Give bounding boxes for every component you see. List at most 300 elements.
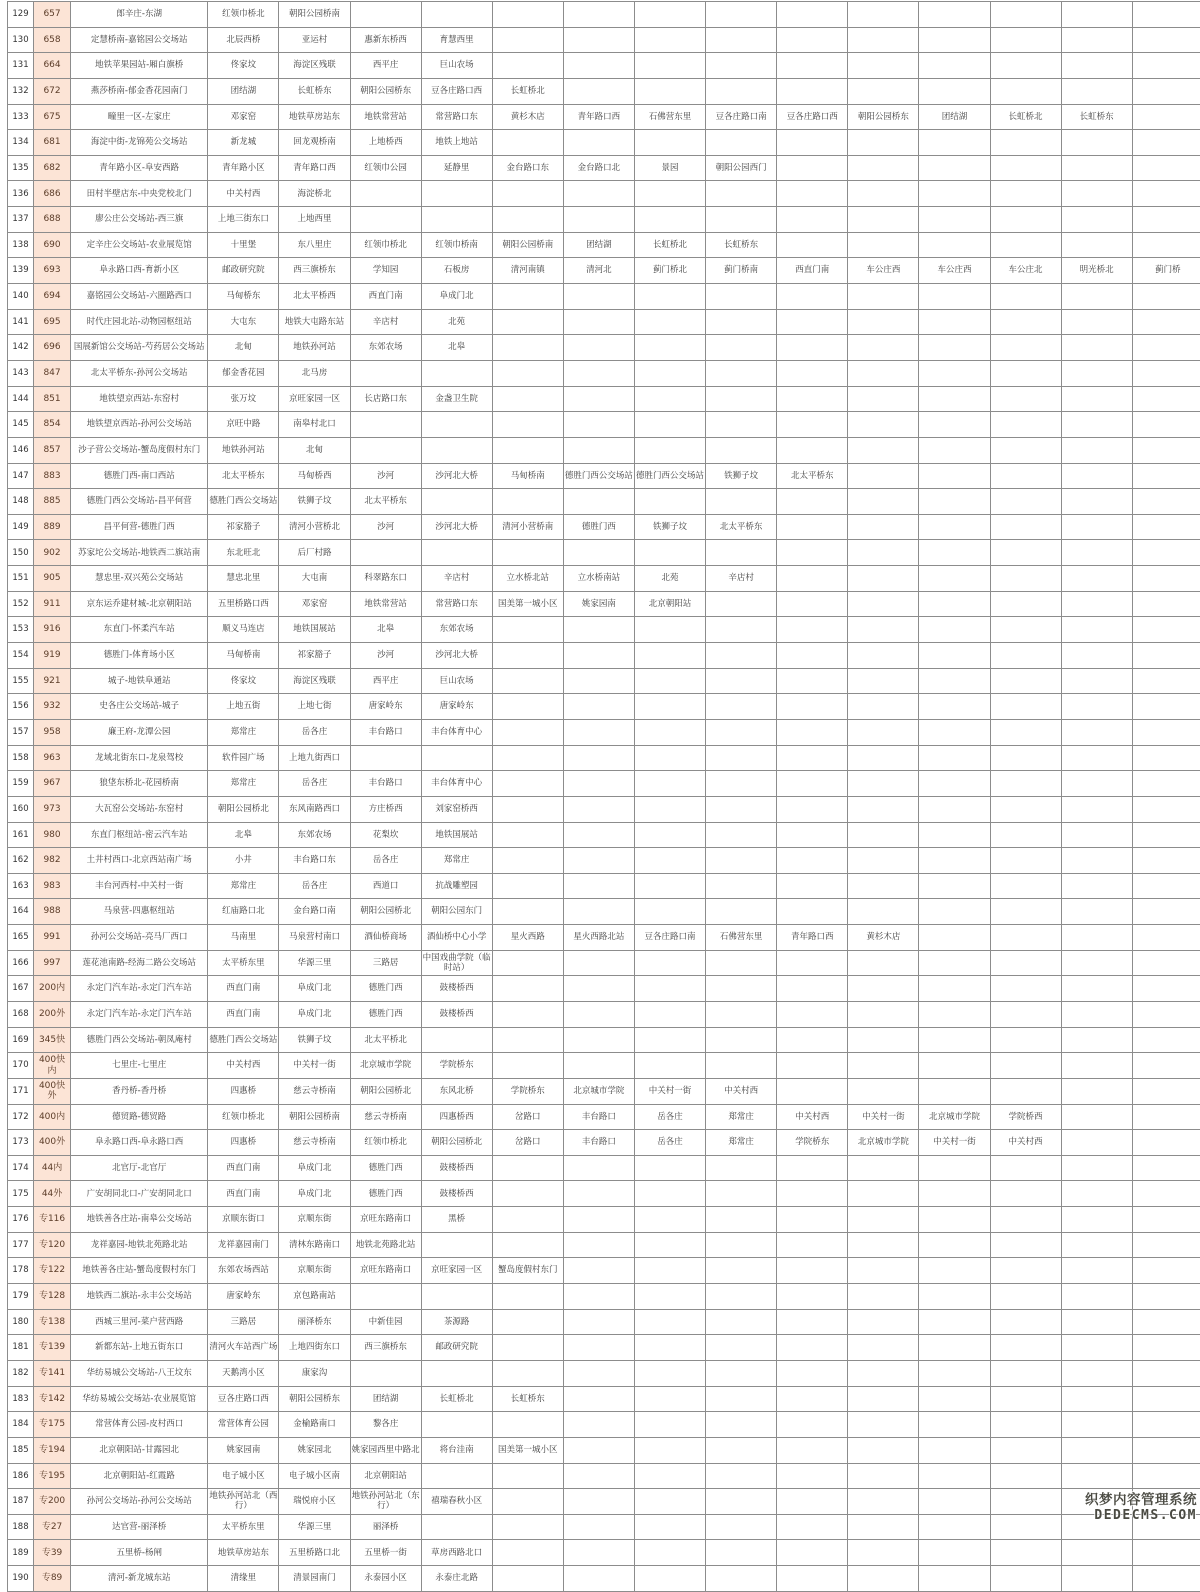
stop-cell bbox=[421, 1232, 492, 1258]
stop-cell bbox=[1132, 566, 1200, 592]
route-number-cell: 847 bbox=[34, 360, 71, 386]
stop-cell: 北皋 bbox=[208, 822, 279, 848]
stop-cell: 金台路口东 bbox=[492, 155, 563, 181]
stop-cell bbox=[848, 284, 919, 310]
stop-cell bbox=[848, 976, 919, 1002]
route-number-cell: 658 bbox=[34, 27, 71, 53]
route-number-cell: 44内 bbox=[34, 1155, 71, 1181]
stop-cell: 红领巾桥北 bbox=[350, 1130, 421, 1156]
stop-cell: 东郊农场 bbox=[421, 617, 492, 643]
stop-cell bbox=[1061, 53, 1132, 79]
row-number-cell: 157 bbox=[8, 719, 34, 745]
route-number-cell: 专139 bbox=[34, 1335, 71, 1361]
route-name-cell: 常营体育公园-皮村西口 bbox=[71, 1412, 208, 1438]
stop-cell bbox=[706, 1412, 777, 1438]
stop-cell bbox=[1061, 719, 1132, 745]
row-number-cell: 144 bbox=[8, 386, 34, 412]
stop-cell bbox=[848, 463, 919, 489]
stop-cell: 海淀桥北 bbox=[279, 181, 350, 207]
route-name-cell: 北太平桥东-孙河公交场站 bbox=[71, 360, 208, 386]
stop-cell bbox=[634, 360, 705, 386]
route-name-cell: 北京朝阳站-甘露园北 bbox=[71, 1437, 208, 1463]
route-number-cell: 664 bbox=[34, 53, 71, 79]
route-number-cell: 973 bbox=[34, 796, 71, 822]
dedecms-watermark bbox=[1085, 1493, 1197, 1523]
route-number-cell: 921 bbox=[34, 668, 71, 694]
stop-cell bbox=[990, 514, 1061, 540]
stop-cell bbox=[421, 1514, 492, 1540]
route-name-cell: 丰台河西村-中关村一街 bbox=[71, 873, 208, 899]
stop-cell bbox=[706, 1001, 777, 1027]
route-number-cell: 200内 bbox=[34, 976, 71, 1002]
route-number-cell: 688 bbox=[34, 207, 71, 233]
stop-cell: 豆各庄路口西 bbox=[208, 1386, 279, 1412]
stop-cell bbox=[634, 873, 705, 899]
stop-cell: 东郊农场 bbox=[279, 822, 350, 848]
stop-cell bbox=[634, 1309, 705, 1335]
stop-cell bbox=[1061, 566, 1132, 592]
stop-cell bbox=[919, 1155, 990, 1181]
stop-cell bbox=[1061, 540, 1132, 566]
stop-cell bbox=[1132, 53, 1200, 79]
route-name-cell: 地铁苹果园站-厢白旗桥 bbox=[71, 53, 208, 79]
stop-cell bbox=[848, 207, 919, 233]
row-number-cell: 143 bbox=[8, 360, 34, 386]
table-row bbox=[8, 284, 1200, 310]
stop-cell: 北苑 bbox=[634, 566, 705, 592]
route-number-cell: 982 bbox=[34, 848, 71, 874]
stop-cell bbox=[919, 155, 990, 181]
route-number-cell: 672 bbox=[34, 78, 71, 104]
stop-cell: 豆各庄路口南 bbox=[634, 925, 705, 951]
stop-cell bbox=[492, 719, 563, 745]
stop-cell: 朝阳公园桥东 bbox=[848, 104, 919, 130]
stop-cell: 姚家园南 bbox=[563, 591, 634, 617]
stop-cell bbox=[777, 694, 848, 720]
stop-cell bbox=[990, 643, 1061, 669]
route-number-cell: 919 bbox=[34, 643, 71, 669]
stop-cell bbox=[563, 899, 634, 925]
stop-cell: 地铁国展站 bbox=[279, 617, 350, 643]
stop-cell: 地铁常营站 bbox=[350, 104, 421, 130]
stop-cell bbox=[919, 1181, 990, 1207]
row-number-cell: 154 bbox=[8, 643, 34, 669]
row-number-cell: 138 bbox=[8, 232, 34, 258]
route-number-cell: 200外 bbox=[34, 1001, 71, 1027]
stop-cell bbox=[563, 719, 634, 745]
stop-cell: 长虹桥北 bbox=[634, 232, 705, 258]
row-number-cell: 158 bbox=[8, 745, 34, 771]
stop-cell bbox=[1061, 822, 1132, 848]
stop-cell bbox=[990, 1309, 1061, 1335]
stop-cell bbox=[634, 1053, 705, 1079]
route-number-cell: 681 bbox=[34, 130, 71, 156]
row-number-cell: 162 bbox=[8, 848, 34, 874]
stop-cell bbox=[848, 181, 919, 207]
stop-cell bbox=[492, 360, 563, 386]
stop-cell bbox=[1132, 412, 1200, 438]
stop-cell bbox=[492, 335, 563, 361]
stop-cell bbox=[1132, 104, 1200, 130]
stop-cell bbox=[990, 284, 1061, 310]
route-number-cell: 963 bbox=[34, 745, 71, 771]
stop-cell bbox=[634, 1232, 705, 1258]
stop-cell: 学院桥西 bbox=[990, 1104, 1061, 1130]
stop-cell: 西三旗桥东 bbox=[279, 258, 350, 284]
stop-cell bbox=[990, 540, 1061, 566]
stop-cell: 郑常庄 bbox=[706, 1104, 777, 1130]
stop-cell: 巨山农场 bbox=[421, 53, 492, 79]
stop-cell bbox=[777, 232, 848, 258]
stop-cell bbox=[777, 771, 848, 797]
stop-cell bbox=[990, 27, 1061, 53]
stop-cell bbox=[1061, 1412, 1132, 1438]
stop-cell bbox=[706, 1437, 777, 1463]
stop-cell bbox=[990, 899, 1061, 925]
stop-cell bbox=[848, 489, 919, 515]
stop-cell: 立水桥南站 bbox=[563, 566, 634, 592]
stop-cell bbox=[1132, 309, 1200, 335]
table-row bbox=[8, 1463, 1200, 1489]
stop-cell: 长店路口东 bbox=[350, 386, 421, 412]
stop-cell: 车公庄西 bbox=[919, 258, 990, 284]
stop-cell bbox=[919, 899, 990, 925]
stop-cell bbox=[990, 848, 1061, 874]
stop-cell: 西直门南 bbox=[208, 1181, 279, 1207]
stop-cell: 德胜门西公交场站 bbox=[563, 463, 634, 489]
route-name-cell: 慧忠里-双兴苑公交场站 bbox=[71, 566, 208, 592]
stop-cell: 岔路口 bbox=[492, 1130, 563, 1156]
stop-cell: 青年路口西 bbox=[279, 155, 350, 181]
stop-cell bbox=[990, 1258, 1061, 1284]
stop-cell bbox=[492, 617, 563, 643]
stop-cell bbox=[1061, 925, 1132, 951]
stop-cell: 豆各庄路口西 bbox=[421, 78, 492, 104]
stop-cell: 天鹅湾小区 bbox=[208, 1360, 279, 1386]
stop-cell bbox=[848, 1232, 919, 1258]
route-name-cell: 定慧桥南-嘉铭园公交场站 bbox=[71, 27, 208, 53]
route-name-cell: 狼垡东桥北-花园桥南 bbox=[71, 771, 208, 797]
stop-cell bbox=[777, 1027, 848, 1053]
stop-cell bbox=[563, 1181, 634, 1207]
stop-cell bbox=[634, 1437, 705, 1463]
stop-cell bbox=[848, 1540, 919, 1566]
route-name-cell: 阜永路口西-育新小区 bbox=[71, 258, 208, 284]
stop-cell bbox=[492, 309, 563, 335]
stop-cell bbox=[563, 771, 634, 797]
route-number-cell: 675 bbox=[34, 104, 71, 130]
stop-cell bbox=[848, 386, 919, 412]
stop-cell bbox=[1132, 27, 1200, 53]
stop-cell bbox=[990, 1463, 1061, 1489]
stop-cell bbox=[848, 643, 919, 669]
stop-cell bbox=[563, 540, 634, 566]
row-number-cell: 146 bbox=[8, 437, 34, 463]
stop-cell: 京旺中路 bbox=[208, 412, 279, 438]
stop-cell: 常营路口东 bbox=[421, 591, 492, 617]
stop-cell bbox=[777, 2, 848, 28]
stop-cell: 金盏卫生院 bbox=[421, 386, 492, 412]
stop-cell bbox=[1061, 1078, 1132, 1104]
stop-cell bbox=[1061, 745, 1132, 771]
stop-cell bbox=[492, 976, 563, 1002]
row-number-cell: 185 bbox=[8, 1437, 34, 1463]
stop-cell bbox=[919, 643, 990, 669]
stop-cell bbox=[492, 694, 563, 720]
row-number-cell: 171 bbox=[8, 1078, 34, 1104]
stop-cell: 阜成门北 bbox=[279, 976, 350, 1002]
stop-cell bbox=[1061, 591, 1132, 617]
stop-cell: 丰台体育中心 bbox=[421, 771, 492, 797]
stop-cell bbox=[421, 1027, 492, 1053]
route-name-cell: 北京朝阳站-红霞路 bbox=[71, 1463, 208, 1489]
stop-cell: 阜成门北 bbox=[279, 1181, 350, 1207]
stop-cell: 慧忠北里 bbox=[208, 566, 279, 592]
stop-cell bbox=[492, 53, 563, 79]
stop-cell: 团结湖 bbox=[919, 104, 990, 130]
stop-cell: 朝阳公园桥东 bbox=[350, 78, 421, 104]
row-number-cell: 186 bbox=[8, 1463, 34, 1489]
stop-cell: 青年路口西 bbox=[563, 104, 634, 130]
stop-cell bbox=[634, 412, 705, 438]
stop-cell bbox=[706, 848, 777, 874]
stop-cell bbox=[634, 1155, 705, 1181]
stop-cell bbox=[706, 284, 777, 310]
stop-cell bbox=[706, 1155, 777, 1181]
stop-cell bbox=[634, 848, 705, 874]
stop-cell bbox=[421, 437, 492, 463]
stop-cell bbox=[492, 1540, 563, 1566]
stop-cell bbox=[990, 719, 1061, 745]
stop-cell bbox=[1061, 181, 1132, 207]
stop-cell bbox=[919, 1463, 990, 1489]
stop-cell: 地铁孙河站 bbox=[208, 437, 279, 463]
stop-cell: 郑常庄 bbox=[706, 1130, 777, 1156]
stop-cell bbox=[990, 130, 1061, 156]
stop-cell bbox=[492, 1027, 563, 1053]
stop-cell bbox=[990, 489, 1061, 515]
row-number-cell: 148 bbox=[8, 489, 34, 515]
stop-cell bbox=[777, 284, 848, 310]
stop-cell: 慈云寺桥南 bbox=[279, 1130, 350, 1156]
stop-cell: 太平桥东里 bbox=[208, 1514, 279, 1540]
stop-cell bbox=[848, 155, 919, 181]
stop-cell bbox=[1061, 2, 1132, 28]
table-row bbox=[8, 181, 1200, 207]
stop-cell bbox=[919, 309, 990, 335]
stop-cell: 石板房 bbox=[421, 258, 492, 284]
stop-cell bbox=[1132, 591, 1200, 617]
table-row bbox=[8, 1566, 1200, 1592]
stop-cell bbox=[777, 309, 848, 335]
table-row bbox=[8, 1540, 1200, 1566]
stop-cell bbox=[990, 822, 1061, 848]
row-number-cell: 183 bbox=[8, 1386, 34, 1412]
table-row bbox=[8, 668, 1200, 694]
stop-cell bbox=[1132, 1566, 1200, 1592]
stop-cell: 地铁草房站东 bbox=[279, 104, 350, 130]
row-number-cell: 140 bbox=[8, 284, 34, 310]
route-name-cell: 龙祥嘉园-地铁北苑路北站 bbox=[71, 1232, 208, 1258]
stop-cell bbox=[777, 1514, 848, 1540]
stop-cell bbox=[563, 207, 634, 233]
stop-cell bbox=[777, 155, 848, 181]
table-row bbox=[8, 591, 1200, 617]
stop-cell: 姚家园北 bbox=[279, 1437, 350, 1463]
stop-cell bbox=[777, 335, 848, 361]
stop-cell bbox=[1132, 668, 1200, 694]
stop-cell bbox=[1132, 1104, 1200, 1130]
stop-cell bbox=[1061, 1001, 1132, 1027]
route-name-cell: 永定门汽车站-永定门汽车站 bbox=[71, 976, 208, 1002]
route-name-cell: 五里桥-杨闸 bbox=[71, 1540, 208, 1566]
stop-cell bbox=[1132, 1053, 1200, 1079]
stop-cell: 北太平桥东 bbox=[706, 514, 777, 540]
stop-cell bbox=[848, 130, 919, 156]
stop-cell bbox=[848, 1078, 919, 1104]
stop-cell bbox=[492, 1284, 563, 1310]
stop-cell bbox=[848, 412, 919, 438]
route-number-cell: 857 bbox=[34, 437, 71, 463]
stop-cell: 中关村西 bbox=[208, 181, 279, 207]
table-row bbox=[8, 1104, 1200, 1130]
stop-cell bbox=[1132, 643, 1200, 669]
stop-cell bbox=[990, 1001, 1061, 1027]
row-number-cell: 184 bbox=[8, 1412, 34, 1438]
stop-cell bbox=[706, 719, 777, 745]
stop-cell bbox=[563, 1284, 634, 1310]
stop-cell: 京顺东街口 bbox=[208, 1207, 279, 1233]
stop-cell bbox=[777, 540, 848, 566]
stop-cell: 京旺东路南口 bbox=[350, 1258, 421, 1284]
stop-cell bbox=[848, 1181, 919, 1207]
stop-cell: 方庄桥西 bbox=[350, 796, 421, 822]
stop-cell bbox=[706, 1566, 777, 1592]
route-name-cell: 京东运乔建材城-北京朝阳站 bbox=[71, 591, 208, 617]
stop-cell: 朝阳公园西门 bbox=[706, 155, 777, 181]
stop-cell bbox=[1061, 1566, 1132, 1592]
stop-cell bbox=[848, 78, 919, 104]
stop-cell bbox=[421, 412, 492, 438]
table-row bbox=[8, 976, 1200, 1002]
stop-cell bbox=[350, 745, 421, 771]
stop-cell: 花梨坎 bbox=[350, 822, 421, 848]
route-name-cell: 德胜门西公交场站-朝凤庵村 bbox=[71, 1027, 208, 1053]
table-row bbox=[8, 489, 1200, 515]
stop-cell bbox=[919, 1232, 990, 1258]
stop-cell bbox=[777, 643, 848, 669]
stop-cell bbox=[1132, 745, 1200, 771]
stop-cell bbox=[1061, 1258, 1132, 1284]
stop-cell: 沙河北大桥 bbox=[421, 463, 492, 489]
stop-cell bbox=[990, 2, 1061, 28]
stop-cell: 将台洼南 bbox=[421, 1437, 492, 1463]
stop-cell bbox=[777, 848, 848, 874]
stop-cell bbox=[848, 822, 919, 848]
stop-cell bbox=[919, 822, 990, 848]
stop-cell: 岳各庄 bbox=[634, 1104, 705, 1130]
stop-cell: 中关村西 bbox=[208, 1053, 279, 1079]
stop-cell: 张万坟 bbox=[208, 386, 279, 412]
stop-cell bbox=[706, 181, 777, 207]
stop-cell bbox=[1132, 1335, 1200, 1361]
row-number-cell: 132 bbox=[8, 78, 34, 104]
stop-cell: 地铁孙河站北（东行） bbox=[350, 1489, 421, 1515]
row-number-cell: 139 bbox=[8, 258, 34, 284]
table-row bbox=[8, 437, 1200, 463]
stop-cell bbox=[1061, 1386, 1132, 1412]
stop-cell bbox=[1132, 1258, 1200, 1284]
stop-cell bbox=[919, 566, 990, 592]
row-number-cell: 152 bbox=[8, 591, 34, 617]
stop-cell bbox=[777, 53, 848, 79]
stop-cell bbox=[563, 694, 634, 720]
stop-cell bbox=[848, 232, 919, 258]
route-name-cell: 香丹桥-香丹桥 bbox=[71, 1078, 208, 1104]
stop-cell: 长虹桥东 bbox=[492, 1386, 563, 1412]
stop-cell: 龙祥嘉园南门 bbox=[208, 1232, 279, 1258]
stop-cell: 地铁上地站 bbox=[421, 130, 492, 156]
row-number-cell: 129 bbox=[8, 2, 34, 28]
stop-cell: 德胜门西 bbox=[350, 1001, 421, 1027]
table-row bbox=[8, 950, 1200, 976]
stop-cell bbox=[706, 2, 777, 28]
stop-cell bbox=[492, 668, 563, 694]
row-number-cell: 137 bbox=[8, 207, 34, 233]
route-number-cell: 专89 bbox=[34, 1566, 71, 1592]
route-number-cell: 专138 bbox=[34, 1309, 71, 1335]
stop-cell: 北皋 bbox=[421, 335, 492, 361]
stop-cell bbox=[990, 1566, 1061, 1592]
table-row bbox=[8, 796, 1200, 822]
stop-cell: 朝阳公园桥北 bbox=[350, 1078, 421, 1104]
stop-cell: 星火西路 bbox=[492, 925, 563, 951]
stop-cell: 唐家岭东 bbox=[421, 694, 492, 720]
stop-cell: 车公庄西 bbox=[848, 258, 919, 284]
stop-cell bbox=[848, 796, 919, 822]
stop-cell bbox=[848, 437, 919, 463]
stop-cell: 岔路口 bbox=[492, 1104, 563, 1130]
stop-cell: 北马房 bbox=[279, 360, 350, 386]
stop-cell bbox=[1061, 976, 1132, 1002]
row-number-cell: 160 bbox=[8, 796, 34, 822]
stop-cell: 马泉营村南口 bbox=[279, 925, 350, 951]
stop-cell bbox=[634, 1386, 705, 1412]
stop-cell: 后厂村路 bbox=[279, 540, 350, 566]
stop-cell bbox=[848, 1207, 919, 1233]
stop-cell: 茶源路 bbox=[421, 1309, 492, 1335]
stop-cell: 长虹桥东 bbox=[706, 232, 777, 258]
stop-cell bbox=[563, 284, 634, 310]
route-number-cell: 854 bbox=[34, 412, 71, 438]
stop-cell bbox=[706, 386, 777, 412]
stop-cell bbox=[634, 437, 705, 463]
route-name-cell: 地铁望京西站-孙河公交场站 bbox=[71, 412, 208, 438]
route-name-cell: 新都东站-上地五街东口 bbox=[71, 1335, 208, 1361]
route-name-cell: 德胜门-体育场小区 bbox=[71, 643, 208, 669]
stop-cell: 慈云寺桥南 bbox=[350, 1104, 421, 1130]
stop-cell bbox=[777, 412, 848, 438]
stop-cell bbox=[990, 360, 1061, 386]
stop-cell bbox=[1061, 207, 1132, 233]
stop-cell bbox=[350, 437, 421, 463]
stop-cell: 郑常庄 bbox=[208, 873, 279, 899]
stop-cell: 上地七街 bbox=[279, 694, 350, 720]
stop-cell bbox=[848, 1463, 919, 1489]
row-number-cell: 190 bbox=[8, 1566, 34, 1592]
table-row bbox=[8, 412, 1200, 438]
stop-cell bbox=[1132, 1130, 1200, 1156]
